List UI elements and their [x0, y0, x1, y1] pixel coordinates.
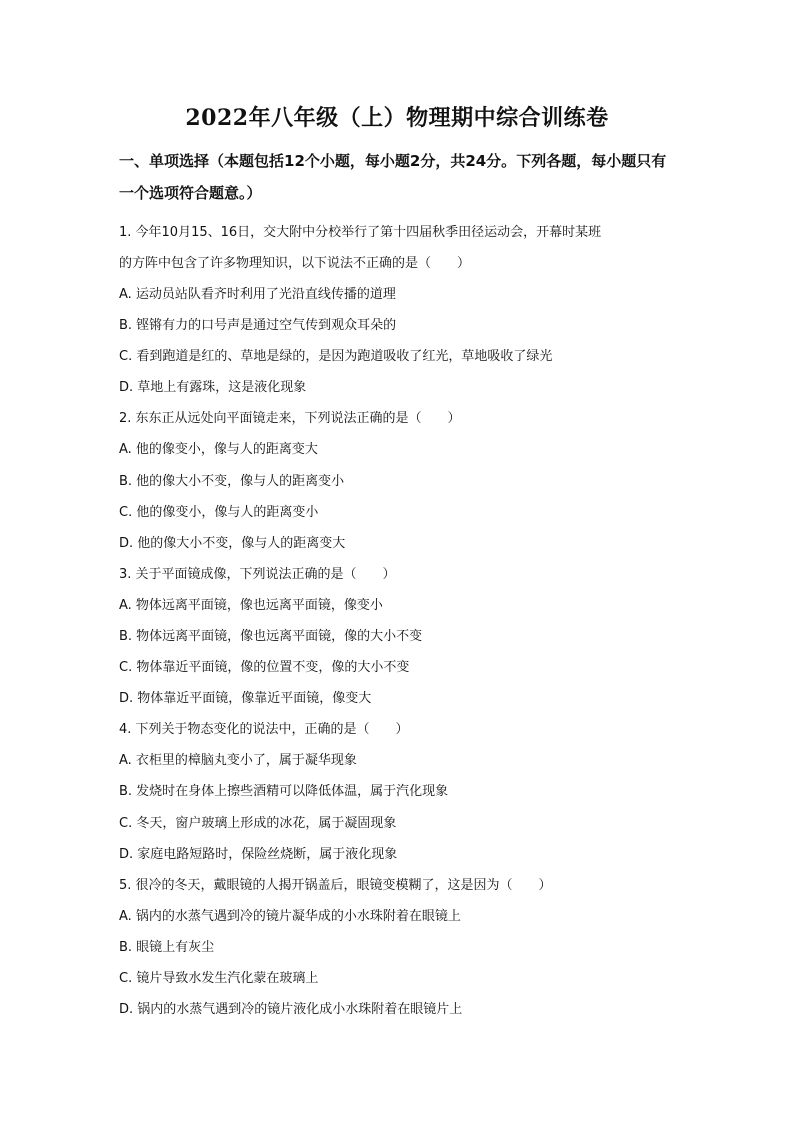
question-2-option-a: A. 他的像变小，像与人的距离变大 [119, 442, 318, 457]
question-1-option-b: B. 铿锵有力的口号声是通过空气传到观众耳朵的 [119, 318, 397, 333]
question-1-option-a: A. 运动员站队看齐时利用了光沿直线传播的道理 [119, 287, 396, 302]
question-1-option-c: C. 看到跑道是红的、草地是绿的，是因为跑道吸收了红光，草地吸收了绿光 [119, 349, 553, 364]
question-3-option-c: C. 物体靠近平面镜，像的位置不变，像的大小不变 [119, 660, 410, 675]
question-5-stem: 5. 很冷的冬天，戴眼镜的人揭开锅盖后，眼镜变模糊了，这是因为（ ） [119, 878, 552, 893]
question-5-option-a: A. 锅内的水蒸气遇到冷的镜片凝华成的小水珠附着在眼镜上 [119, 909, 461, 924]
question-2-option-b: B. 他的像大小不变，像与人的距离变小 [119, 474, 345, 489]
question-4-option-b: B. 发烧时在身体上擦些酒精可以降低体温，属于汽化现象 [119, 784, 449, 799]
question-2-stem: 2. 东东正从远处向平面镜走来，下列说法正确的是（ ） [119, 411, 461, 426]
page-title: 2022年八年级（上）物理期中综合训练卷 [185, 105, 609, 131]
question-5-option-d: D. 锅内的水蒸气遇到冷的镜片液化成小水珠附着在眼镜片上 [119, 1002, 463, 1017]
question-5-option-c: C. 镜片导致水发生汽化蒙在玻璃上 [119, 971, 319, 986]
section-heading: 一、单项选择（本题包括12个小题，每小题2分，共24分。下列各题，每小题只有一个选项符合题意。） [119, 152, 667, 202]
question-1-stem-line-1: 1. 今年10月15、16日，交大附中分校举行了第十四届秋季田径运动会，开幕时某班 [119, 225, 602, 240]
question-4-option-a: A. 衣柜里的樟脑丸变小了，属于凝华现象 [119, 753, 357, 768]
question-4-stem: 4. 下列关于物态变化的说法中，正确的是（ ） [119, 722, 409, 737]
question-3-option-b: B. 物体远离平面镜，像也远离平面镜，像的大小不变 [119, 629, 423, 644]
question-5-option-b: B. 眼镜上有灰尘 [119, 940, 215, 955]
question-3-stem: 3. 关于平面镜成像，下列说法正确的是（ ） [119, 567, 396, 582]
question-4-option-d: D. 家庭电路短路时，保险丝烧断，属于液化现象 [119, 847, 398, 862]
question-2-option-c: C. 他的像变小，像与人的距离变小 [119, 505, 319, 520]
question-1-stem-line-2: 的方阵中包含了许多物理知识，以下说法不正确的是（ ） [119, 256, 471, 271]
question-1-option-d: D. 草地上有露珠，这是液化现象 [119, 380, 307, 395]
question-4-option-c: C. 冬天，窗户玻璃上形成的冰花，属于凝固现象 [119, 816, 397, 831]
question-3-option-a: A. 物体远离平面镜，像也远离平面镜，像变小 [119, 598, 383, 613]
question-3-option-d: D. 物体靠近平面镜，像靠近平面镜，像变大 [119, 691, 372, 706]
question-2-option-d: D. 他的像大小不变，像与人的距离变大 [119, 536, 346, 551]
